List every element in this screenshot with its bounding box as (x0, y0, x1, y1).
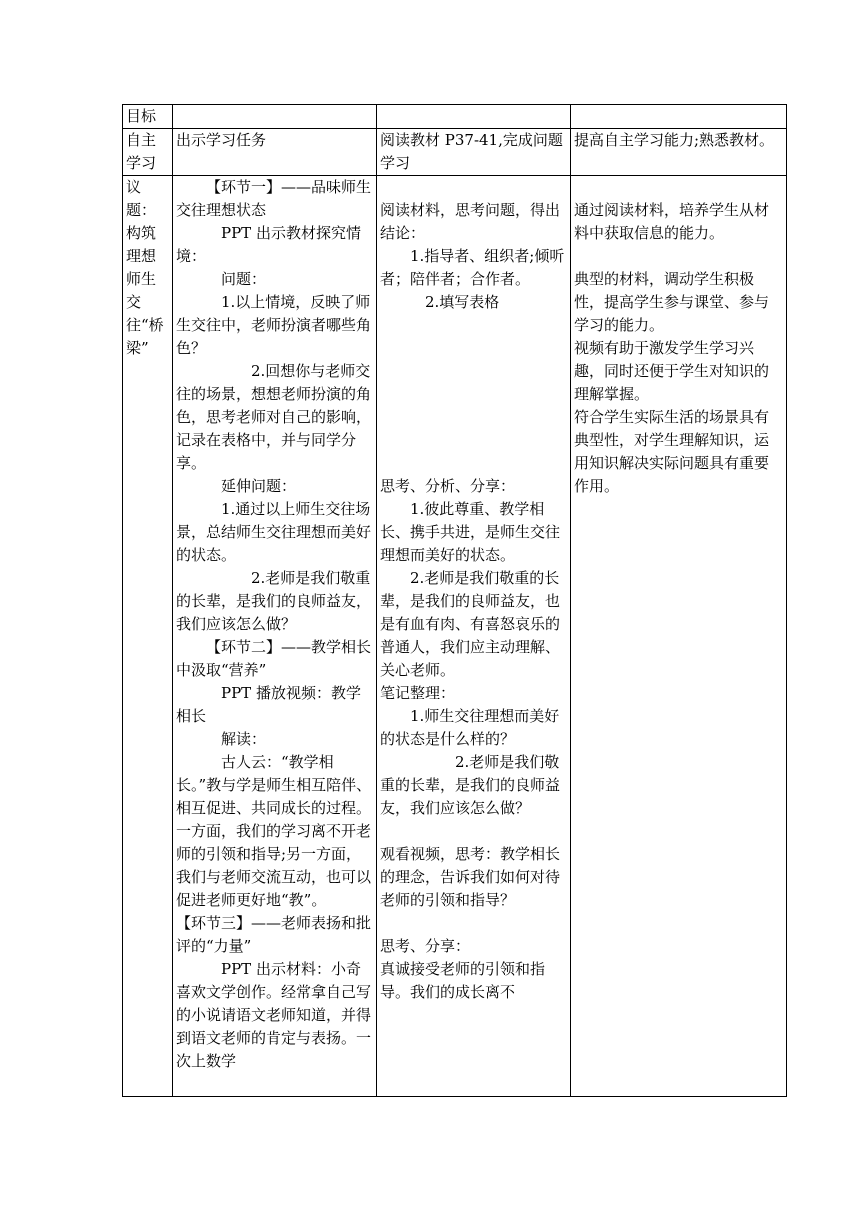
student-text: 2.老师是我们敬重的长辈，是我们的良师益友，也是有血有肉、有喜怒哀乐的普通人，我们应主动理解、关心老师。 (380, 569, 561, 679)
target-student (377, 105, 571, 129)
teacher-activity (173, 176, 377, 1097)
student-activity (377, 176, 571, 1097)
teacher-text: 2.回想你与老师交往的场景，想想老师扮演的角色，思考老师对自己的影响，记录在表格中，并与同学分享。 (176, 362, 372, 472)
lesson-plan-table (122, 104, 787, 1097)
label-target: 目标 (123, 105, 173, 129)
teacher-text: 解读： (221, 730, 267, 748)
teacher-text: PPT 播放视频：教学相长 (176, 684, 361, 725)
intent-text: 视频有助于激发学生学习兴趣，同时还便于学生对知识的理解掌握。 (574, 339, 770, 403)
teacher-text: PPT 出示教材探究情境： (176, 224, 361, 265)
row-target (123, 105, 787, 129)
student-text: 1.彼此尊重、教学相长、携手共进，是师生交往理想而美好的状态。 (380, 500, 561, 564)
target-teacher (173, 105, 377, 129)
student-text: 2.填写表格 (425, 293, 500, 311)
teacher-text: 问题： (221, 270, 267, 288)
section-1-heading: 【环节一】——品味师生交往理想状态 (176, 178, 372, 219)
teacher-text: 1.通过以上师生交往场景，总结师生交往理想而美好的状态。 (176, 500, 372, 564)
label-self-study: 自主学习 (123, 129, 173, 176)
intent-text: 符合学生实际生活的场景具有典型性，对学生理解知识，运用知识解决实际问题具有重要作用。 (574, 408, 770, 495)
self-study-teacher: 出示学习任务 (173, 129, 377, 176)
self-study-intent: 提高自主学习能力;熟悉教材。 (571, 129, 787, 176)
teacher-text: PPT 出示材料：小奇喜欢文学创作。经常拿自己写的小说请语文老师知道，并得到语文老师的肯定与表扬。一次上数学 (176, 960, 372, 1070)
design-intent (571, 176, 787, 1097)
student-text: 笔记整理： (380, 684, 456, 702)
student-text: 观看视频，思考：教学相长的理念，告诉我们如何对待老师的引领和指导？ (380, 845, 561, 909)
teacher-text: 2.老师是我们敬重的长辈，是我们的良师益友，我们应该怎么做？ (176, 569, 372, 633)
section-2-heading: 【环节二】——教学相长中汲取“营养” (176, 638, 372, 679)
section-3-heading: 【环节三】——老师表扬和批评的“力量” (176, 914, 372, 955)
student-text: 思考、分析、分享： (380, 477, 516, 495)
student-text: 1.指导者、组织者;倾听者；陪伴者；合作者。 (380, 247, 565, 288)
teacher-text: 延伸问题： (221, 477, 297, 495)
student-text: 阅读材料，思考问题，得出结论： (380, 201, 561, 242)
student-text: 2.老师是我们敬重的长辈，是我们的良师益友，我们应该怎么做？ (380, 753, 561, 817)
row-topic (123, 176, 787, 1097)
student-text: 真诚接受老师的引领和指导。我们的成长离不 (380, 960, 546, 1001)
student-text: 1.师生交往理想而美好的状态是什么样的？ (380, 707, 560, 748)
intent-text: 典型的材料，调动学生积极性，提高学生参与课堂、参与学习的能力。 (574, 270, 770, 334)
label-topic: 议题：构筑理想师生交往“桥梁” (123, 176, 173, 1097)
teacher-text: 1.以上情境，反映了师生交往中，老师扮演者哪些角色？ (176, 293, 372, 357)
target-intent (571, 105, 787, 129)
teacher-text: 古人云：“教学相长。”教与学是师生相互陪伴、相互促进、共同成长的过程。一方面，我们的学习离不开老师的引领和指导;另一方面，我们与老师交流互动，也可以促进老师更好地“教”。 (176, 753, 372, 909)
intent-text: 通过阅读材料，培养学生从材料中获取信息的能力。 (574, 201, 770, 242)
student-text: 思考、分享： (380, 937, 471, 955)
row-self-study (123, 129, 787, 176)
self-study-student: 阅读教材 P37-41,完成问题学习 (377, 129, 571, 176)
